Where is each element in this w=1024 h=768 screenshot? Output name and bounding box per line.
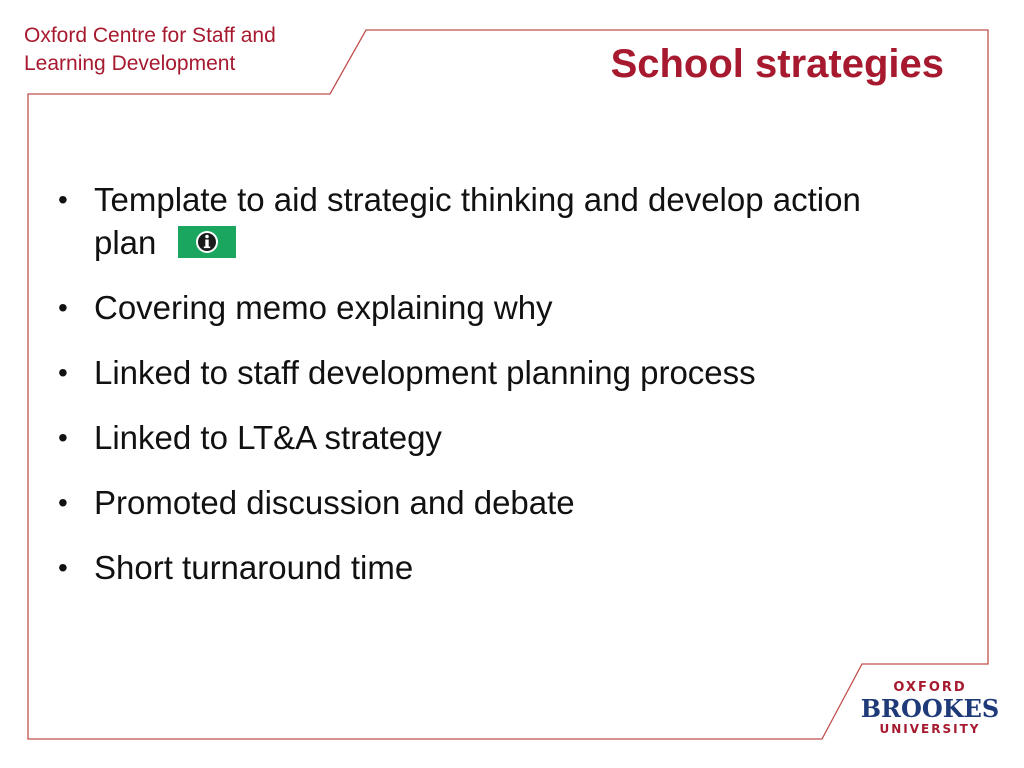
organization-name — [24, 22, 276, 78]
bullet-text: Short turnaround time — [94, 549, 414, 586]
bullet-marker: • — [58, 292, 68, 323]
bullet-text: Linked to staff development planning process — [94, 354, 756, 391]
info-button[interactable] — [178, 226, 236, 258]
organization-name-line2: Learning Development — [24, 52, 236, 75]
bullet-item — [52, 416, 932, 459]
bullet-marker: • — [58, 552, 68, 583]
bullet-item — [52, 481, 932, 524]
bullet-marker: • — [58, 357, 68, 388]
slide-title: School strategies — [610, 42, 944, 86]
bullet-list — [52, 178, 932, 611]
info-icon — [178, 226, 236, 258]
bullet-item — [52, 286, 932, 329]
logo-oxford-text: OXFORD — [893, 680, 967, 695]
bullet-marker: • — [58, 487, 68, 518]
university-logo — [860, 680, 1000, 736]
logo-university-text: UNIVERSITY — [879, 722, 981, 736]
bullet-text: Promoted discussion and debate — [94, 484, 575, 521]
bullet-text: Linked to LT&A strategy — [94, 419, 442, 456]
bullet-item — [52, 546, 932, 589]
bullet-item — [52, 351, 932, 394]
bullet-text: Covering memo explaining why — [94, 289, 553, 326]
bullet-marker: • — [58, 184, 68, 215]
bullet-marker: • — [58, 422, 68, 453]
logo-brookes-text: BROOKES — [860, 694, 1000, 723]
bullet-text: Template to aid strategic thinking and develop action plan — [94, 181, 861, 261]
organization-name-line1: Oxford Centre for Staff and — [24, 24, 276, 47]
bullet-item — [52, 178, 932, 264]
